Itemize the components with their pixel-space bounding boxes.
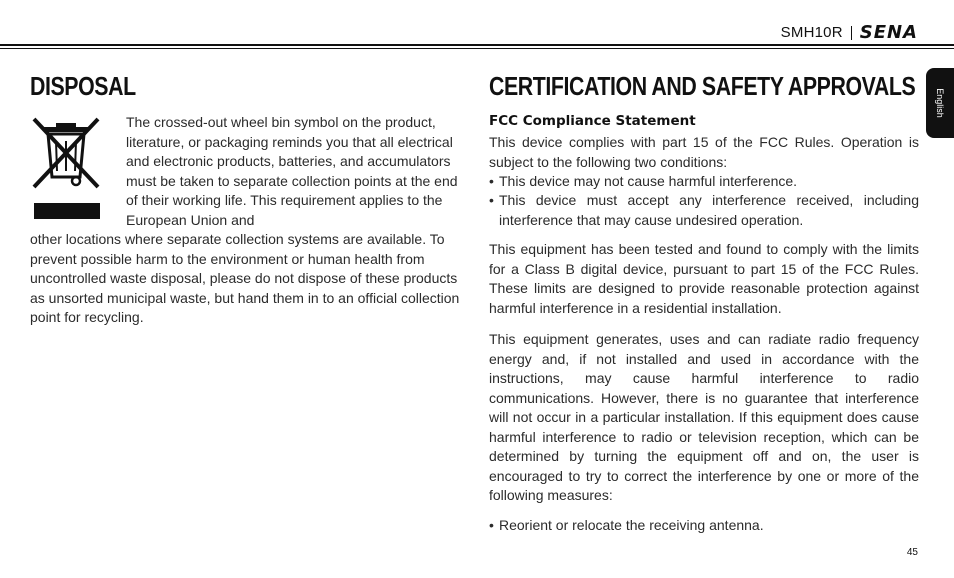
header-brand-block — [781, 22, 918, 43]
list-item — [489, 516, 919, 536]
language-tab — [926, 68, 954, 138]
condition-text: This device may not cause harmful interference. — [499, 173, 798, 189]
bullet-point: • — [489, 192, 494, 208]
fcc-interference-paragraph: This equipment generates, uses and can radiate radio frequency energy and, if not installed and used in accordance with the instructions, may cause harmful interference to radio communications. However, there is no guarantee that interference will not occur in a particular installation. If this equipment does cause harmful interference to radio or television reception, which can be determined by turning the equipment off and on, the user is encouraged to try to correct the interference by one or more of the following measures: — [489, 331, 919, 503]
measure-text: Reorient or relocate the receiving antenna. — [499, 517, 764, 533]
disposal-text-wrapped: The crossed-out wheel bin symbol on the product, literature, or packaging reminds you that all electrical and electronic products, batteries, and accumulators must be taken to separate collection points at the end of their working life. This requirement applies to the European Union and — [126, 114, 458, 228]
disposal-title: DISPOSAL — [30, 71, 136, 101]
fcc-class-b-paragraph: This equipment has been tested and found to comply with the limits for a Class B digital device, pursuant to part 15 of the FCC Rules. These limits are designed to provide reasonable protection against harmful interference in a residential installation. — [489, 241, 919, 316]
crossed-out-wheelie-bin-icon — [30, 117, 102, 221]
page-number: 45 — [906, 547, 918, 558]
model-name: SMH10R — [780, 24, 843, 41]
condition-text: This device must accept any interference received, including interference that may cause undesired operation. — [499, 192, 919, 228]
language-tab-label: English — [935, 88, 945, 118]
list-item — [489, 172, 919, 192]
bullet-point: • — [489, 517, 494, 533]
header-rule-thick — [0, 44, 954, 46]
bullet-point: • — [489, 173, 494, 189]
disposal-text-continued: other locations where separate collection systems are available. To prevent possible harm to the environment or human health from uncontrolled waste disposal, please do not dispose of these products as unsorted municipal waste, but hand them in to an official collection point for recycling. — [30, 231, 460, 325]
header-separator — [851, 26, 852, 40]
fcc-intro: This device complies with part 15 of the FCC Rules. Operation is subject to the following two conditions: — [489, 134, 919, 170]
fcc-heading: FCC Compliance Statement — [489, 113, 696, 129]
header-rule-thin — [0, 48, 954, 49]
certification-title: CERTIFICATION AND SAFETY APPROVALS — [489, 71, 916, 101]
sena-logo: SENA — [859, 22, 918, 43]
list-item — [489, 191, 919, 230]
